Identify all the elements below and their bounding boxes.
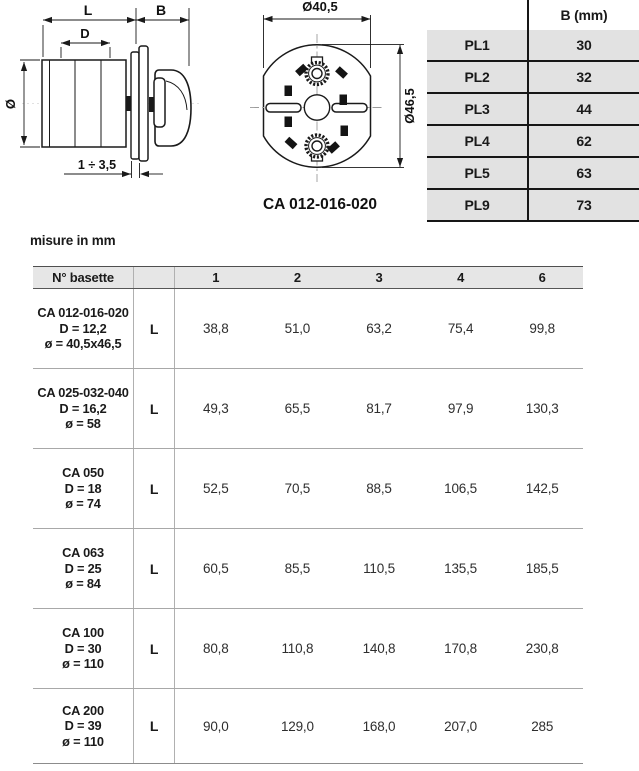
col-header-basette: N° basette <box>33 267 134 288</box>
table-row <box>427 94 639 126</box>
model-diameter: ø = 110 <box>62 733 104 749</box>
pl-name: PL1 <box>427 30 529 60</box>
model-d: D = 39 <box>64 718 102 734</box>
table-row <box>33 369 583 449</box>
l-label: L <box>134 689 175 763</box>
l-value: 52,5 <box>203 481 229 496</box>
model-name: CA 200 <box>62 702 104 718</box>
right-slot <box>332 104 367 113</box>
col-header-spacer <box>134 267 175 288</box>
col-header: 2 <box>293 270 301 285</box>
pl-b-table <box>427 0 639 222</box>
table-row <box>427 30 639 62</box>
switch-body <box>42 60 126 147</box>
left-slot <box>266 104 301 113</box>
model-d: D = 30 <box>64 640 102 656</box>
mounting-panel <box>131 52 139 159</box>
dim-label-panel-thickness: 1 ÷ 3,5 <box>77 158 117 172</box>
l-value: 60,5 <box>203 561 229 576</box>
units-note: misure in mm <box>30 233 116 248</box>
dim-label-l: L <box>83 2 93 18</box>
side-view-drawing <box>0 0 230 220</box>
pl-b-value: 30 <box>576 37 592 53</box>
col-header: 1 <box>212 270 220 285</box>
table-row <box>427 126 639 158</box>
col-header: 4 <box>457 270 465 285</box>
model-d: D = 12,2 <box>59 320 107 336</box>
pl-name: PL3 <box>427 94 529 124</box>
table-row <box>427 158 639 190</box>
l-value: 81,7 <box>366 401 392 416</box>
pl-name: PL4 <box>427 126 529 156</box>
dimension-table <box>33 266 583 764</box>
model-name: CA 100 <box>62 625 104 641</box>
l-label: L <box>134 289 175 368</box>
pl-name: PL9 <box>427 190 529 220</box>
pl-name: PL2 <box>427 62 529 92</box>
l-value: 65,5 <box>284 401 311 416</box>
l-label: L <box>134 369 175 448</box>
l-value: 142,5 <box>525 481 559 496</box>
l-value: 135,5 <box>444 561 477 576</box>
model-diameter: ø = 84 <box>65 576 101 592</box>
pl-header-b-mm: B (mm) <box>560 7 608 23</box>
col-header: 6 <box>538 270 546 285</box>
pl-b-value: 62 <box>576 133 592 149</box>
l-value: 90,0 <box>203 718 229 734</box>
model-d: D = 16,2 <box>59 400 107 416</box>
l-value: 80,8 <box>203 641 229 656</box>
l-value: 129,0 <box>280 718 314 734</box>
l-value: 106,5 <box>444 481 477 496</box>
model-name: CA 050 <box>62 465 104 481</box>
dim-label-b: B <box>155 2 167 18</box>
model-name: CA 025-032-040 <box>37 385 129 401</box>
model-d: D = 25 <box>64 560 102 576</box>
model-diameter: ø = 40,5x46,5 <box>44 336 122 352</box>
l-value: 285 <box>531 718 554 734</box>
pl-b-value: 73 <box>576 197 592 213</box>
model-diameter: ø = 58 <box>65 416 101 432</box>
l-value: 49,3 <box>203 401 229 416</box>
dim-label-diameter: Ø <box>3 98 18 110</box>
l-value: 63,2 <box>366 321 392 336</box>
l-value: 185,5 <box>525 561 559 576</box>
model-name: CA 012-016-020 <box>37 305 129 321</box>
front-bezel <box>139 46 148 161</box>
l-value: 140,8 <box>362 641 396 656</box>
l-value: 110,5 <box>363 561 395 576</box>
dim-label-diameter-side: Ø46,5 <box>402 88 417 124</box>
l-label: L <box>134 449 175 528</box>
l-value: 70,5 <box>284 481 311 496</box>
front-view-caption: CA 012-016-020 <box>262 196 378 213</box>
l-value: 99,8 <box>529 321 555 336</box>
pl-name: PL5 <box>427 158 529 188</box>
l-value: 170,8 <box>444 641 477 656</box>
col-header: 3 <box>375 270 383 285</box>
front-view-drawing <box>230 0 430 215</box>
dimension-table-header <box>33 266 583 289</box>
knob <box>154 70 191 146</box>
model-d: D = 18 <box>64 480 102 496</box>
pl-header-spacer <box>427 0 529 30</box>
pl-b-value: 32 <box>576 69 592 85</box>
dim-label-d: D <box>80 26 90 41</box>
l-value: 75,4 <box>447 321 474 336</box>
pl-table-header-row <box>427 0 639 30</box>
pl-b-value: 63 <box>576 165 592 181</box>
l-label: L <box>134 609 175 688</box>
l-value: 38,8 <box>203 321 229 336</box>
table-row <box>33 689 583 764</box>
l-value: 230,8 <box>525 641 559 656</box>
table-row <box>427 62 639 94</box>
table-row <box>33 609 583 689</box>
l-value: 51,0 <box>284 321 311 336</box>
l-value: 97,9 <box>447 401 474 416</box>
l-value: 130,3 <box>525 401 559 416</box>
l-value: 168,0 <box>362 718 396 734</box>
pl-b-value: 44 <box>576 101 592 117</box>
model-diameter: ø = 74 <box>65 496 101 512</box>
l-value: 207,0 <box>444 718 477 734</box>
dim-label-diameter-top: Ø40,5 <box>302 0 338 14</box>
l-value: 88,5 <box>366 481 392 496</box>
l-value: 85,5 <box>284 561 311 576</box>
table-row <box>33 449 583 529</box>
table-row <box>427 190 639 222</box>
l-value: 110,8 <box>281 641 314 656</box>
table-row <box>33 529 583 609</box>
l-label: L <box>134 529 175 608</box>
shaft-hole <box>304 95 329 120</box>
model-diameter: ø = 110 <box>62 656 104 672</box>
table-row <box>33 289 583 369</box>
model-name: CA 063 <box>62 545 104 561</box>
